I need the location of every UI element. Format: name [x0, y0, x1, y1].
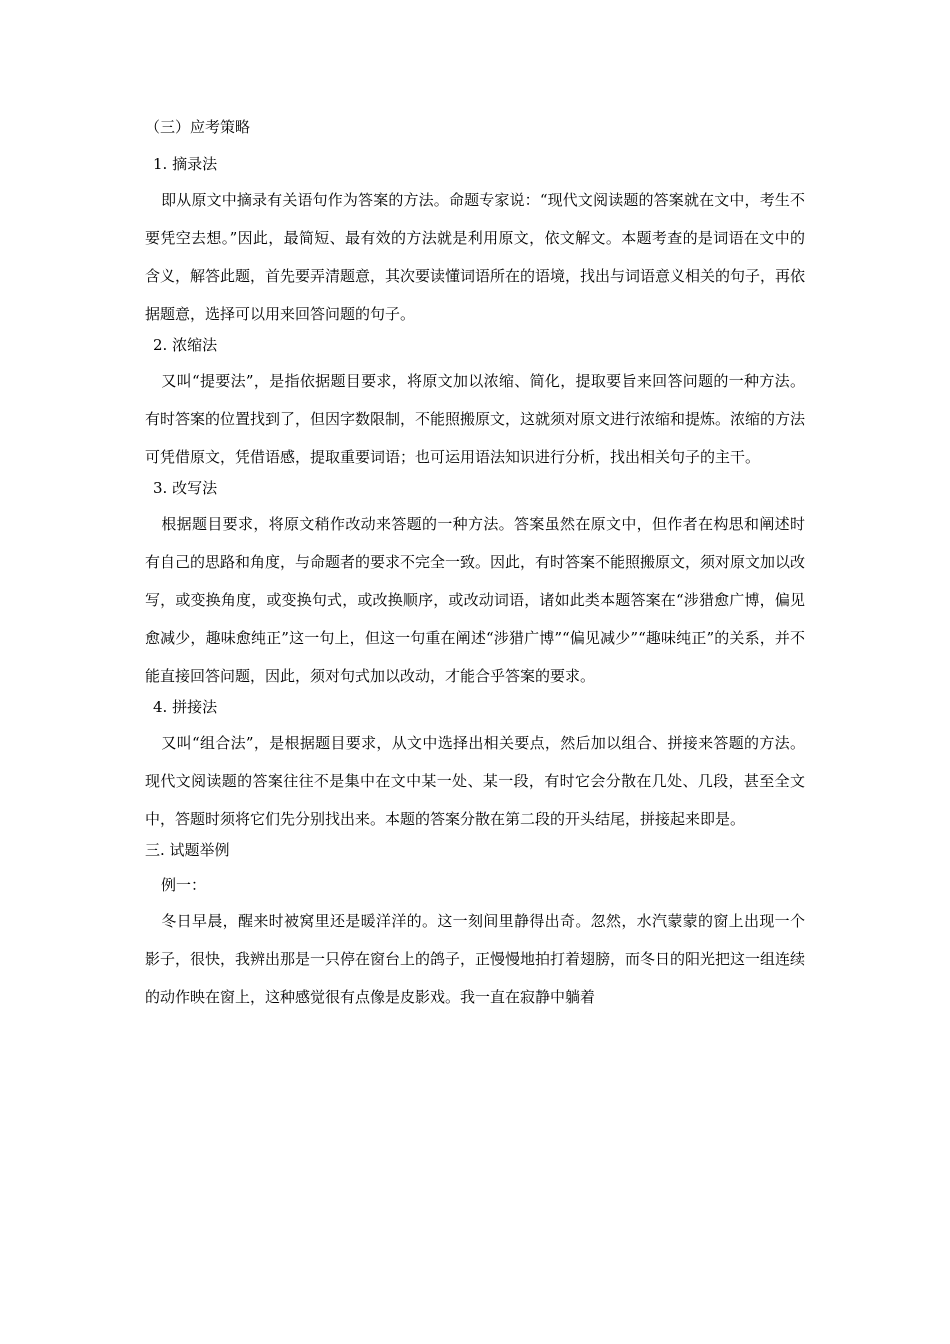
document-page — [145, 118, 805, 1019]
strategy-body: 即从原文中摘录有关语句作为答案的方法。命题专家说：“现代文阅读题的答案就在文中，考生不要凭空去想。”因此，最简短、最有效的方法就是利用原文，依文解文。本题考查的是词语在文中的含义，解答此题，首先要弄清题意，其次要读懂词语所在的语境，找出与词语意义相关的句子，再依据题意，选择可以用来回答问题的句子。 — [145, 191, 806, 323]
strategy-2 — [145, 336, 805, 476]
strategy-heading: 4. 拼接法 — [153, 698, 218, 716]
strategy-1 — [145, 155, 805, 333]
strategy-3 — [145, 479, 805, 695]
examples-heading: 三. 试题举例 — [145, 841, 230, 859]
section-title: （三）应考策略 — [145, 118, 251, 136]
example-passage: 冬日早晨，醒来时被窝里还是暖洋洋的。这一刻间里静得出奇。忽然，水汽蒙蒙的窗上出现一个影子，很快，我辨出那是一只停在窗台上的鸽子，正慢慢地拍打着翅膀，而冬日的阳光把这一组连续的动作映在窗上，这种感觉很有点像是皮影戏。我一直在寂静中躺着 — [145, 912, 806, 1006]
strategy-body: 又叫“组合法”，是根据题目要求，从文中选择出相关要点，然后加以组合、拼接来答题的方法。现代文阅读题的答案往往不是集中在文中某一处、某一段，有时它会分散在几处、几段，甚至全文中，答题时须将它们先分别找出来。本题的答案分散在第二段的开头结尾，拼接起来即是。 — [145, 734, 805, 828]
strategy-heading: 3. 改写法 — [153, 479, 218, 497]
strategy-body: 又叫“提要法”，是指依据题目要求，将原文加以浓缩、简化，提取要旨来回答问题的一种方法。有时答案的位置找到了，但因字数限制，不能照搬原文，这就须对原文进行浓缩和提炼。浓缩的方法可凭借原文，凭借语感，提取重要词语；也可运用语法知识进行分析，找出相关句子的主干。 — [145, 372, 806, 466]
examples-section — [145, 841, 805, 1016]
example-label: 例一： — [161, 876, 207, 894]
strategy-heading: 1. 摘录法 — [153, 155, 218, 173]
strategy-heading: 2. 浓缩法 — [153, 336, 218, 354]
strategy-4 — [145, 698, 805, 838]
strategy-body: 根据题目要求，将原文稍作改动来答题的一种方法。答案虽然在原文中，但作者在构思和阐述时有自己的思路和角度，与命题者的要求不完全一致。因此，有时答案不能照搬原文，须对原文加以改写，或变换角度，或变换句式，或改换顺序，或改动词语，诸如此类本题答案在“涉猎愈广博，偏见愈减少，趣味愈纯正”这一句上，但这一句重在阐述“涉猎广博”“偏见减少”“趣味纯正”的关系，并不能直接回答问题，因此，须对句式加以改动，才能合乎答案的要求。 — [145, 515, 806, 685]
